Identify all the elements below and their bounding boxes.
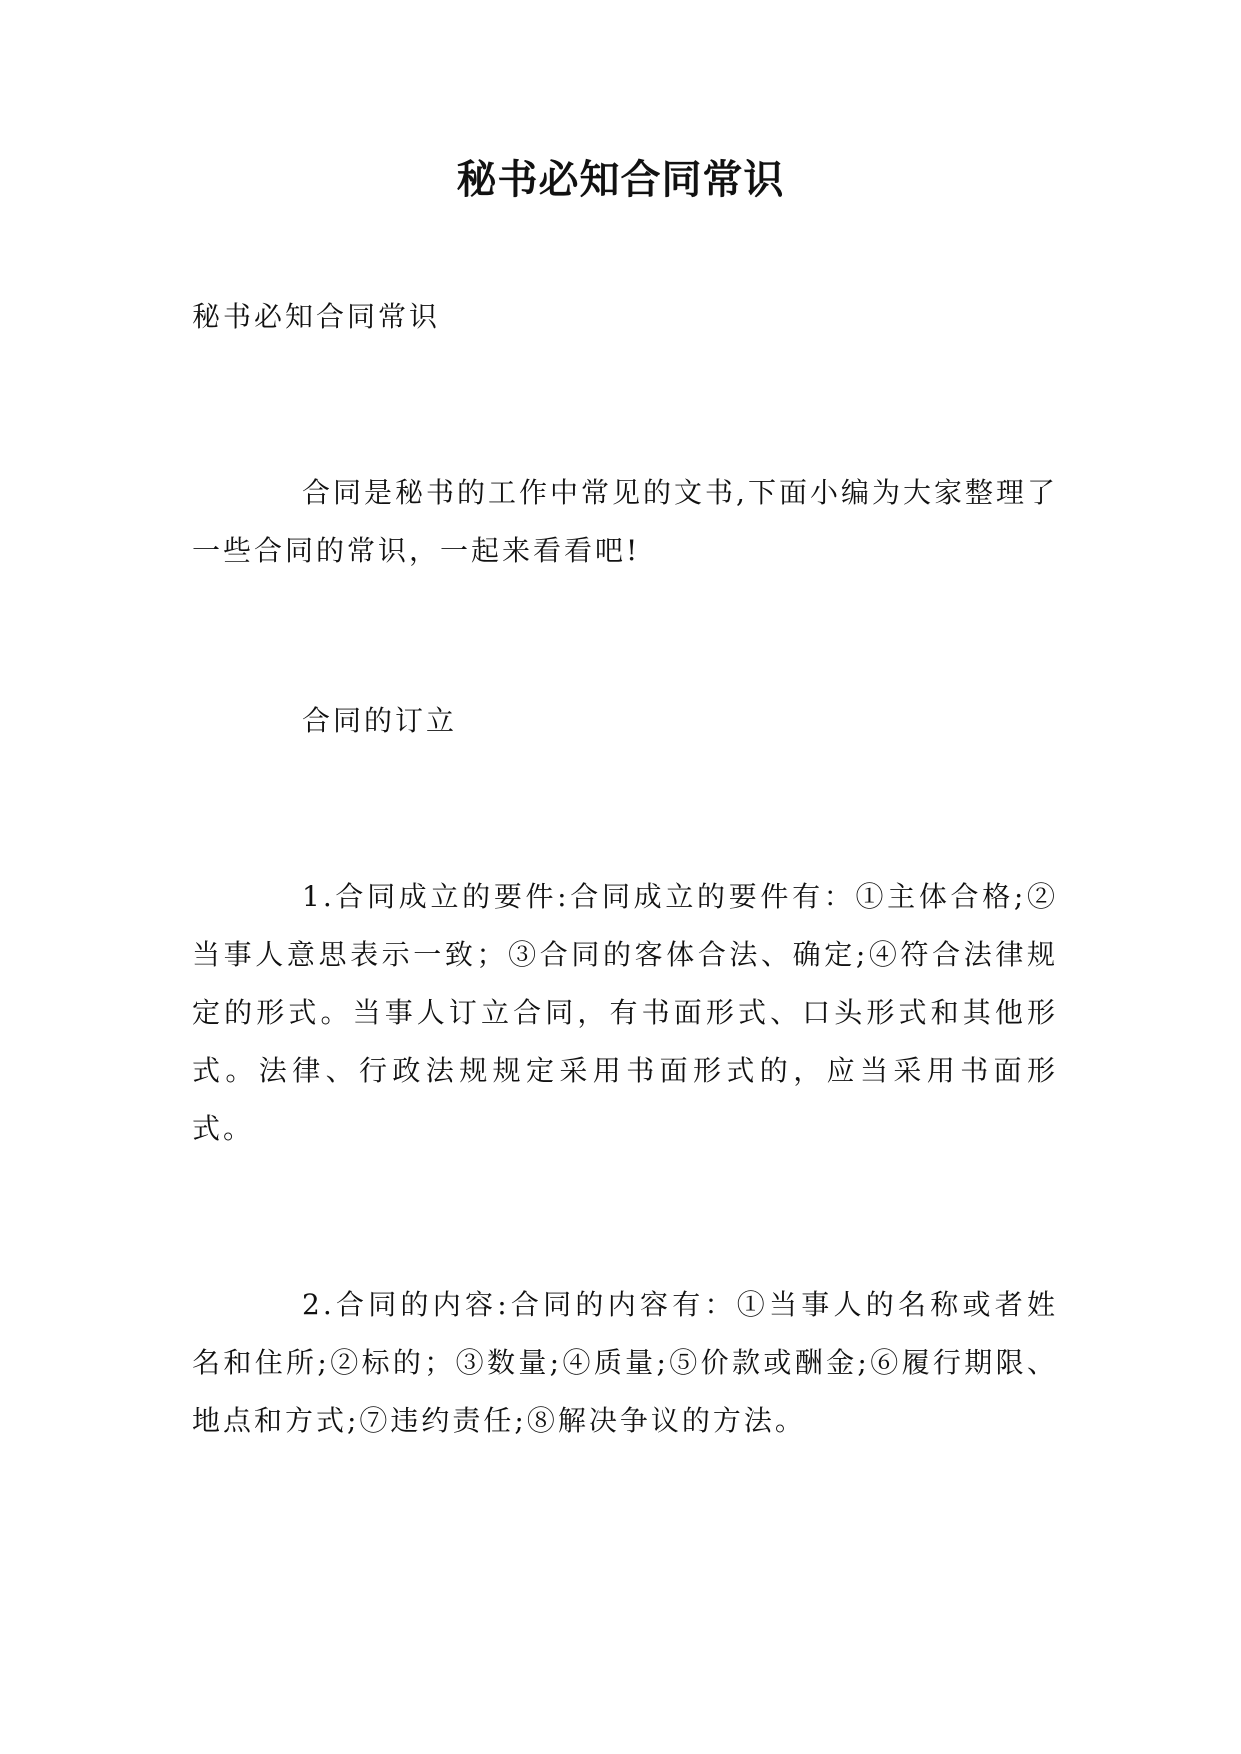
section-heading: 合同的订立 xyxy=(302,704,458,737)
document-title: 秘书必知合同常识 xyxy=(456,156,785,203)
document-subtitle: 秘书必知合同常识 xyxy=(192,300,441,333)
intro-paragraph: 合同是秘书的工作中常见的文书,下面小编为大家整理了一些合同的常识，一起来看看吧! xyxy=(192,476,1058,567)
paragraph-item-1: 1.合同成立的要件:合同成立的要件有：①主体合格;②当事人意思表示一致；③合同的客体合法、确定;④符合法律规定的形式。当事人订立合同，有书面形式、口头形式和其他形式。法律、行政法规规定采用书面形式的，应当采用书面形式。 xyxy=(192,880,1058,1145)
paragraph-item-2: 2.合同的内容:合同的内容有：①当事人的名称或者姓名和住所;②标的；③数量;④质量;⑤价款或酬金;⑥履行期限、地点和方式;⑦违约责任;⑧解决争议的方法。 xyxy=(192,1288,1058,1437)
